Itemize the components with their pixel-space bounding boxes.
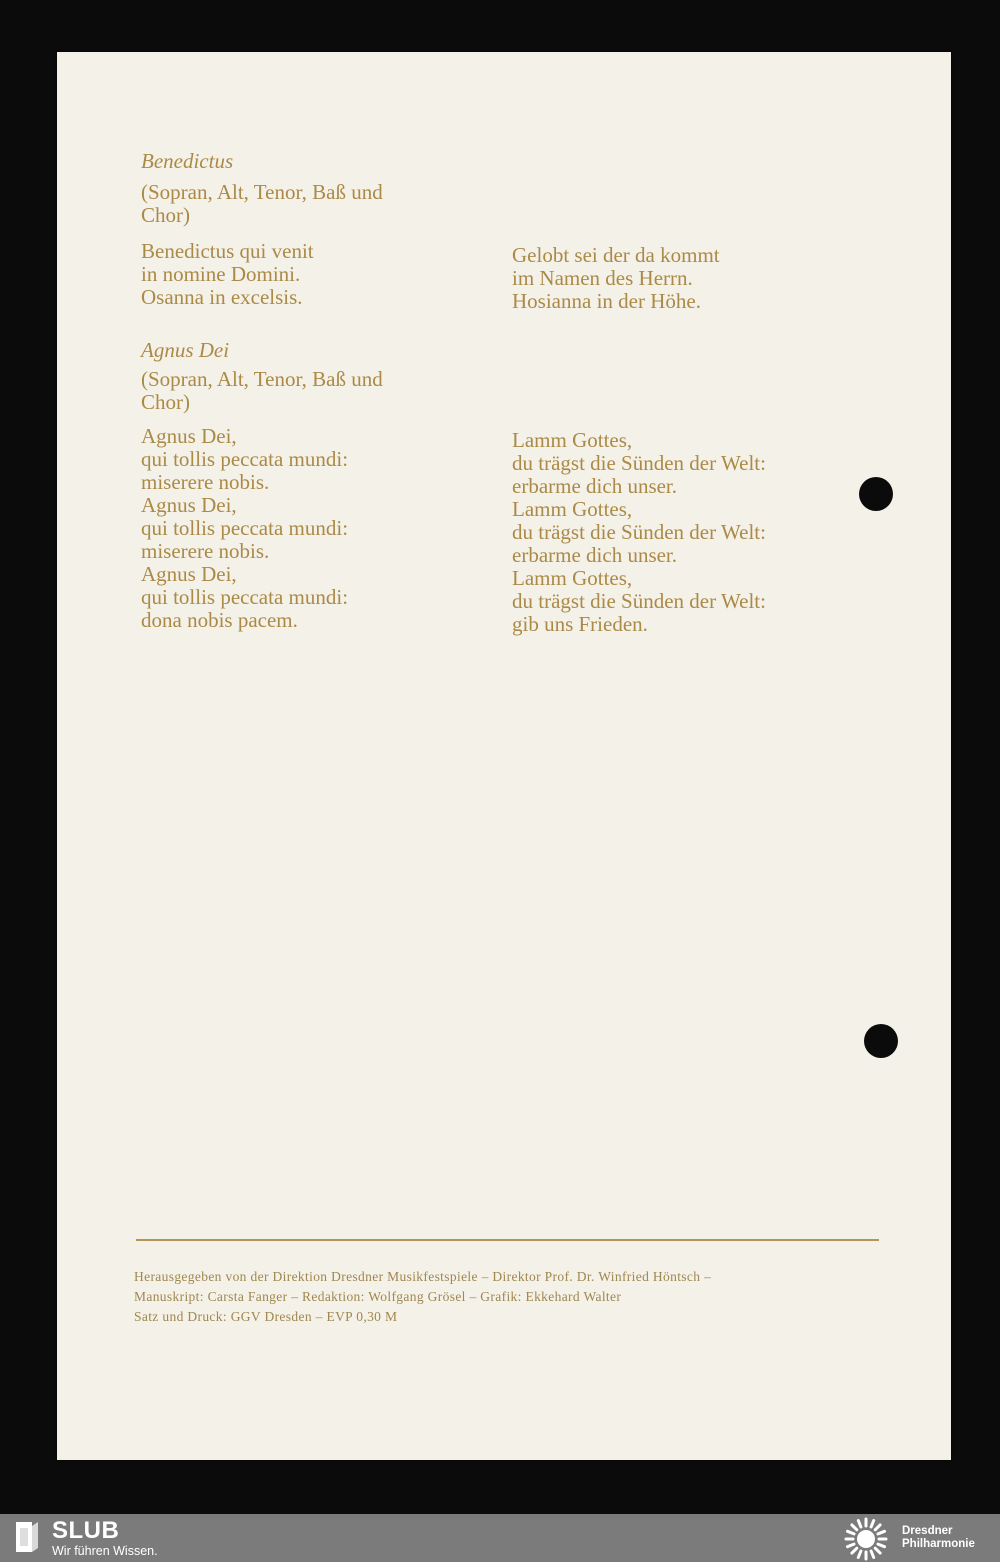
footer-line-credits: Manuskript: Carsta Fanger – Redaktion: Wolfgang Grösel – Grafik: Ekkehard Walter: [134, 1289, 622, 1304]
philharmonie-sun-logo: [843, 1516, 889, 1562]
slub-book-icon: [16, 1522, 38, 1552]
slub-tagline: Wir führen Wissen.: [52, 1544, 158, 1558]
slub-name: SLUB: [52, 1517, 120, 1544]
benedictus-latin: Benedictus qui venit in nomine Domini. Osanna in excelsis.: [141, 239, 314, 309]
agnus-latin: Agnus Dei, qui tollis peccata mundi: miserere nobis. Agnus Dei, qui tollis peccata mundi: miserere nobis. Agnus Dei, qui tollis peccata mundi: dona nobis pacem.: [141, 424, 349, 632]
document-page: [57, 52, 951, 1460]
footer-line-publisher: Herausgegeben von der Direktion Dresdner Musikfestspiele – Direktor Prof. Dr. Winfried Höntsch –: [134, 1269, 712, 1284]
agnus-voices: (Sopran, Alt, Tenor, Baß und Chor): [141, 367, 383, 414]
agnus-title: Agnus Dei: [141, 338, 230, 362]
agnus-german: Lamm Gottes, du trägst die Sünden der Welt: erbarme dich unser. Lamm Gottes, du trägst die Sünden der Welt: erbarme dich unser. Lamm Gottes, du trägst die Sünden der Welt: gib uns Frieden.: [512, 428, 766, 636]
bottom-bar: [0, 1514, 1000, 1562]
philharmonie-name: Dresdner Philharmonie: [902, 1525, 975, 1550]
footer-line-print: Satz und Druck: GGV Dresden – EVP 0,30 M: [134, 1309, 398, 1324]
benedictus-title: Benedictus: [141, 149, 234, 173]
footer-divider: [136, 1239, 879, 1241]
benedictus-german: Gelobt sei der da kommt im Namen des Herrn. Hosianna in der Höhe.: [512, 243, 720, 313]
benedictus-voices: (Sopran, Alt, Tenor, Baß und Chor): [141, 180, 383, 227]
punch-hole-upper: [859, 477, 893, 511]
punch-hole-lower: [864, 1024, 898, 1058]
